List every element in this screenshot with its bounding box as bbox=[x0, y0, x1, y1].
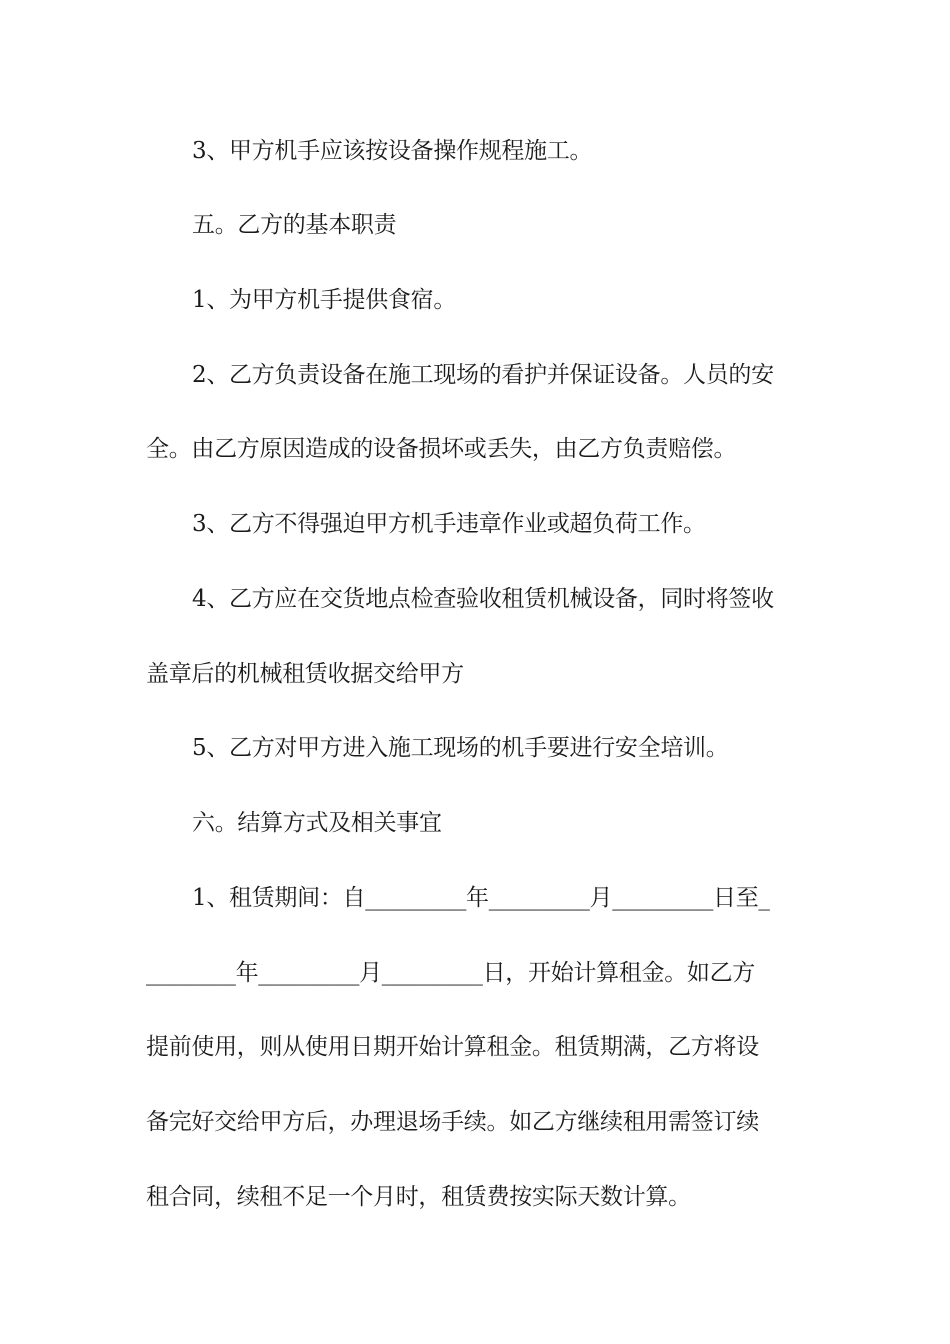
clause-party-b-1: 1、为甲方机手提供食宿。 bbox=[192, 287, 457, 313]
clause-5-3-operation-rules: 3、甲方机手应该按设备操作规程施工。 bbox=[192, 138, 593, 164]
clause-settlement-1-cont-a: ________年_________月_________日，开始计算租金。如乙方 bbox=[146, 960, 756, 986]
clause-settlement-1-cont-b: 提前使用，则从使用日期开始计算租金。租赁期满，乙方将设 bbox=[146, 1034, 759, 1060]
section-5-heading: 五。乙方的基本职责 bbox=[192, 212, 397, 238]
clause-party-b-2: 2、乙方负责设备在施工现场的看护并保证设备。人员的安 bbox=[192, 362, 774, 388]
clause-party-b-4: 4、乙方应在交货地点检查验收租赁机械设备，同时将签收 bbox=[192, 586, 774, 612]
clause-party-b-4-cont: 盖章后的机械租赁收据交给甲方 bbox=[146, 661, 464, 687]
clause-settlement-1-cont-c: 备完好交给甲方后，办理退场手续。如乙方继续租用需签订续 bbox=[146, 1109, 759, 1135]
section-6-heading: 六。结算方式及相关事宜 bbox=[192, 810, 442, 836]
clause-party-b-2-cont: 全。由乙方原因造成的设备损坏或丢失，由乙方负责赔偿。 bbox=[146, 436, 737, 462]
clause-party-b-5: 5、乙方对甲方进入施工现场的机手要进行安全培训。 bbox=[192, 735, 729, 761]
clause-settlement-1-cont-d: 租合同，续租不足一个月时，租赁费按实际天数计算。 bbox=[146, 1184, 691, 1210]
clause-party-b-3: 3、乙方不得强迫甲方机手违章作业或超负荷工作。 bbox=[192, 511, 706, 537]
clause-settlement-1: 1、租赁期间：自_________年_________月_________日至_ bbox=[192, 885, 770, 911]
